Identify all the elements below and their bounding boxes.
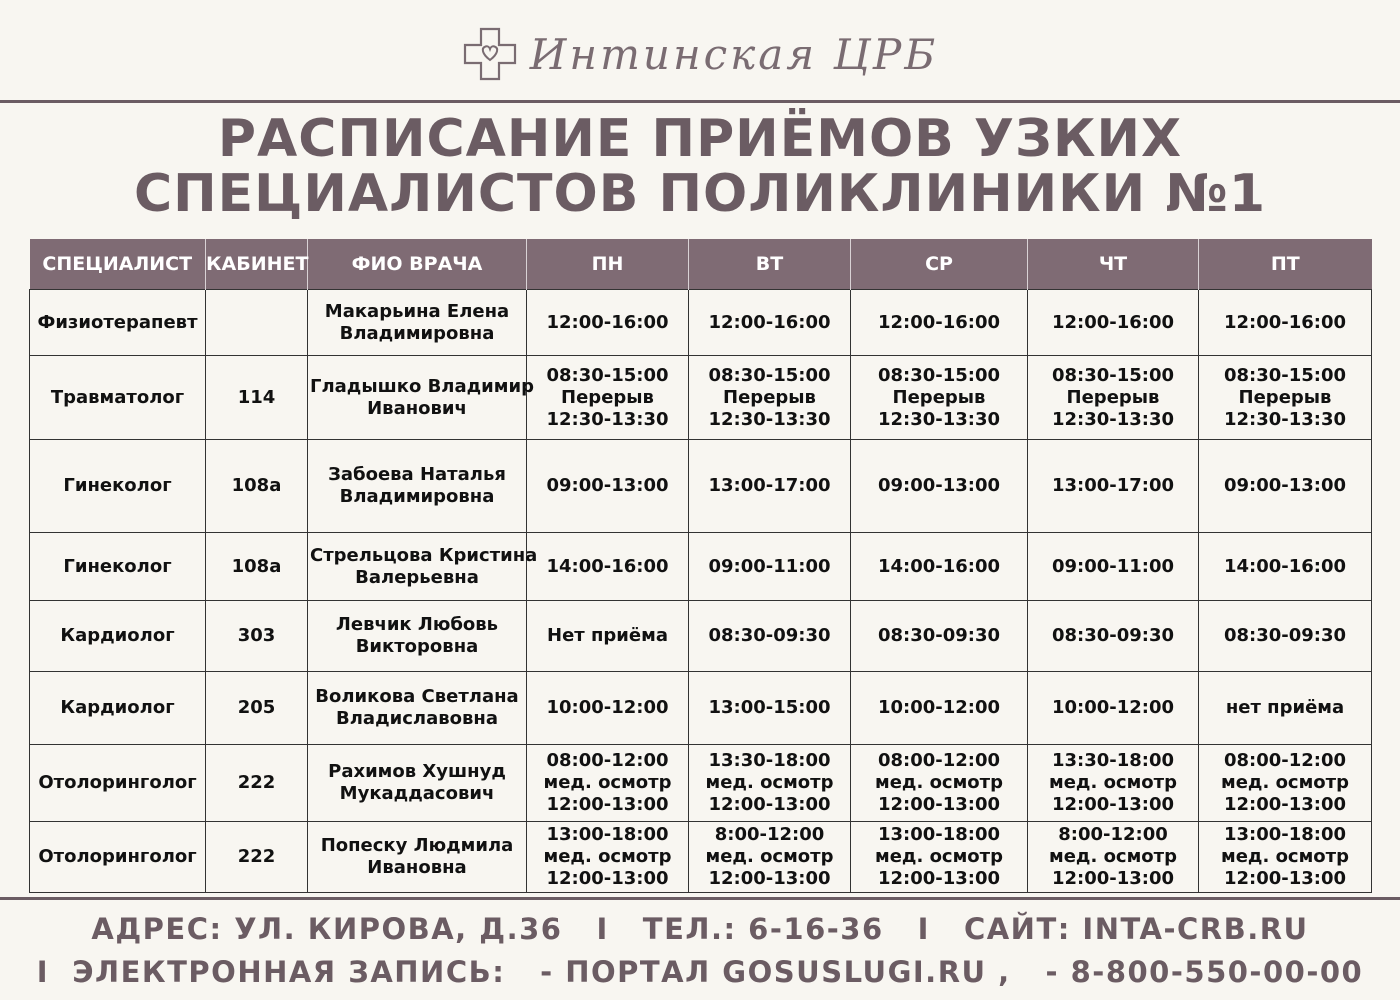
specialist-cell: Физиотерапевт — [30, 290, 206, 356]
schedule-cell: 10:00-12:00 — [1028, 672, 1199, 745]
medical-cross-heart-icon — [462, 26, 518, 82]
table-row — [30, 290, 1372, 356]
logo — [0, 26, 1400, 82]
schedule-cell: 08:00-12:00 мед. осмотр 12:00-13:00 — [1199, 745, 1372, 822]
schedule-cell: 8:00-12:00 мед. осмотр 12:00-13:00 — [689, 822, 851, 893]
column-header: ФИО ВРАЧА — [308, 239, 527, 290]
footer-phone: ТЕЛ.: 6-16-36 — [642, 912, 884, 946]
schedule-cell: 12:00-16:00 — [851, 290, 1028, 356]
table-row — [30, 745, 1372, 822]
footer-online-booking: I ЭЛЕКТРОННАЯ ЗАПИСЬ: - ПОРТАЛ GOSUSLUGI.RU , - 8-800-550-00-00 — [36, 955, 1364, 989]
column-header: ЧТ — [1028, 239, 1199, 290]
bottom-divider — [0, 897, 1400, 900]
column-header: СР — [851, 239, 1028, 290]
schedule-cell: 08:30-15:00 Перерыв 12:30-13:30 — [689, 356, 851, 440]
logo-text: Интинская ЦРБ — [529, 29, 939, 79]
cabinet-cell: 114 — [206, 356, 308, 440]
table-row — [30, 822, 1372, 893]
schedule-cell: 8:00-12:00 мед. осмотр 12:00-13:00 — [1028, 822, 1199, 893]
doctor-name-cell: Воликова Светлана Владиславовна — [308, 672, 527, 745]
column-header: ВТ — [689, 239, 851, 290]
schedule-cell: 08:00-12:00 мед. осмотр 12:00-13:00 — [527, 745, 689, 822]
specialist-cell: Гинеколог — [30, 440, 206, 533]
specialist-cell: Отолоринголог — [30, 745, 206, 822]
specialist-cell: Кардиолог — [30, 601, 206, 672]
schedule-cell: 08:30-09:30 — [1028, 601, 1199, 672]
footer-contacts — [0, 912, 1400, 946]
doctor-name-cell: Забоева Наталья Владимировна — [308, 440, 527, 533]
doctor-name-cell: Стрельцова Кристина Валерьевна — [308, 533, 527, 601]
specialist-cell: Гинеколог — [30, 533, 206, 601]
footer-address: АДРЕС: УЛ. КИРОВА, Д.36 — [91, 912, 563, 946]
doctor-name-cell: Левчик Любовь Викторовна — [308, 601, 527, 672]
schedule-cell: 08:30-15:00 Перерыв 12:30-13:30 — [527, 356, 689, 440]
doctor-name-cell: Рахимов Хушнуд Мукаддасович — [308, 745, 527, 822]
schedule-table — [29, 239, 1372, 893]
schedule-cell: 13:00-18:00 мед. осмотр 12:00-13:00 — [1199, 822, 1372, 893]
schedule-cell: нет приёма — [1199, 672, 1372, 745]
schedule-cell: 08:30-09:30 — [1199, 601, 1372, 672]
doctor-name-cell: Макарьина Елена Владимировна — [308, 290, 527, 356]
schedule-cell: 09:00-13:00 — [851, 440, 1028, 533]
table-row — [30, 356, 1372, 440]
schedule-cell: 12:00-16:00 — [1028, 290, 1199, 356]
schedule-cell: 13:00-18:00 мед. осмотр 12:00-13:00 — [527, 822, 689, 893]
schedule-cell: 14:00-16:00 — [527, 533, 689, 601]
footer-site: САЙТ: INTA-CRB.RU — [963, 912, 1309, 946]
schedule-cell: 08:30-15:00 Перерыв 12:30-13:30 — [851, 356, 1028, 440]
table-row — [30, 533, 1372, 601]
table-header-row — [30, 239, 1372, 290]
cabinet-cell: 222 — [206, 822, 308, 893]
table-row — [30, 672, 1372, 745]
title-line-2: СПЕЦИАЛИСТОВ ПОЛИКЛИНИКИ №1 — [133, 164, 1267, 224]
title-line-1: РАСПИСАНИЕ ПРИЁМОВ УЗКИХ — [217, 109, 1183, 169]
schedule-cell: 08:00-12:00 мед. осмотр 12:00-13:00 — [851, 745, 1028, 822]
column-header: ПТ — [1199, 239, 1372, 290]
table-row — [30, 601, 1372, 672]
specialist-cell: Травматолог — [30, 356, 206, 440]
specialist-cell: Кардиолог — [30, 672, 206, 745]
top-divider — [0, 100, 1400, 103]
schedule-cell: 08:30-09:30 — [851, 601, 1028, 672]
schedule-cell: 09:00-11:00 — [1028, 533, 1199, 601]
schedule-cell: 13:30-18:00 мед. осмотр 12:00-13:00 — [1028, 745, 1199, 822]
doctor-name-cell: Попеску Людмила Ивановна — [308, 822, 527, 893]
cabinet-cell: 303 — [206, 601, 308, 672]
schedule-cell: 12:00-16:00 — [1199, 290, 1372, 356]
column-header: КАБИНЕТ — [206, 239, 308, 290]
schedule-cell: 10:00-12:00 — [851, 672, 1028, 745]
schedule-cell: 09:00-13:00 — [1199, 440, 1372, 533]
cabinet-cell: 222 — [206, 745, 308, 822]
schedule-cell: 12:00-16:00 — [527, 290, 689, 356]
schedule-cell: 14:00-16:00 — [1199, 533, 1372, 601]
schedule-cell: 10:00-12:00 — [527, 672, 689, 745]
schedule-cell: 08:30-09:30 — [689, 601, 851, 672]
schedule-cell: 12:00-16:00 — [689, 290, 851, 356]
schedule-cell: 13:00-18:00 мед. осмотр 12:00-13:00 — [851, 822, 1028, 893]
schedule-cell: 09:00-13:00 — [527, 440, 689, 533]
specialist-cell: Отолоринголог — [30, 822, 206, 893]
doctor-name-cell: Гладышко Владимир Иванович — [308, 356, 527, 440]
cabinet-cell: 108а — [206, 533, 308, 601]
schedule-cell: 09:00-11:00 — [689, 533, 851, 601]
schedule-cell: 13:00-17:00 — [1028, 440, 1199, 533]
schedule-cell: Нет приёма — [527, 601, 689, 672]
schedule-cell: 08:30-15:00 Перерыв 12:30-13:30 — [1028, 356, 1199, 440]
schedule-cell: 13:30-18:00 мед. осмотр 12:00-13:00 — [689, 745, 851, 822]
schedule-cell: 13:00-15:00 — [689, 672, 851, 745]
schedule-cell: 14:00-16:00 — [851, 533, 1028, 601]
footer-separator: I — [917, 912, 930, 946]
column-header: ПН — [527, 239, 689, 290]
column-header: СПЕЦИАЛИСТ — [30, 239, 206, 290]
page-title — [0, 109, 1400, 224]
cabinet-cell — [206, 290, 308, 356]
schedule-cell: 08:30-15:00 Перерыв 12:30-13:30 — [1199, 356, 1372, 440]
table-row — [30, 440, 1372, 533]
footer-separator: I — [596, 912, 609, 946]
cabinet-cell: 108а — [206, 440, 308, 533]
cabinet-cell: 205 — [206, 672, 308, 745]
schedule-cell: 13:00-17:00 — [689, 440, 851, 533]
